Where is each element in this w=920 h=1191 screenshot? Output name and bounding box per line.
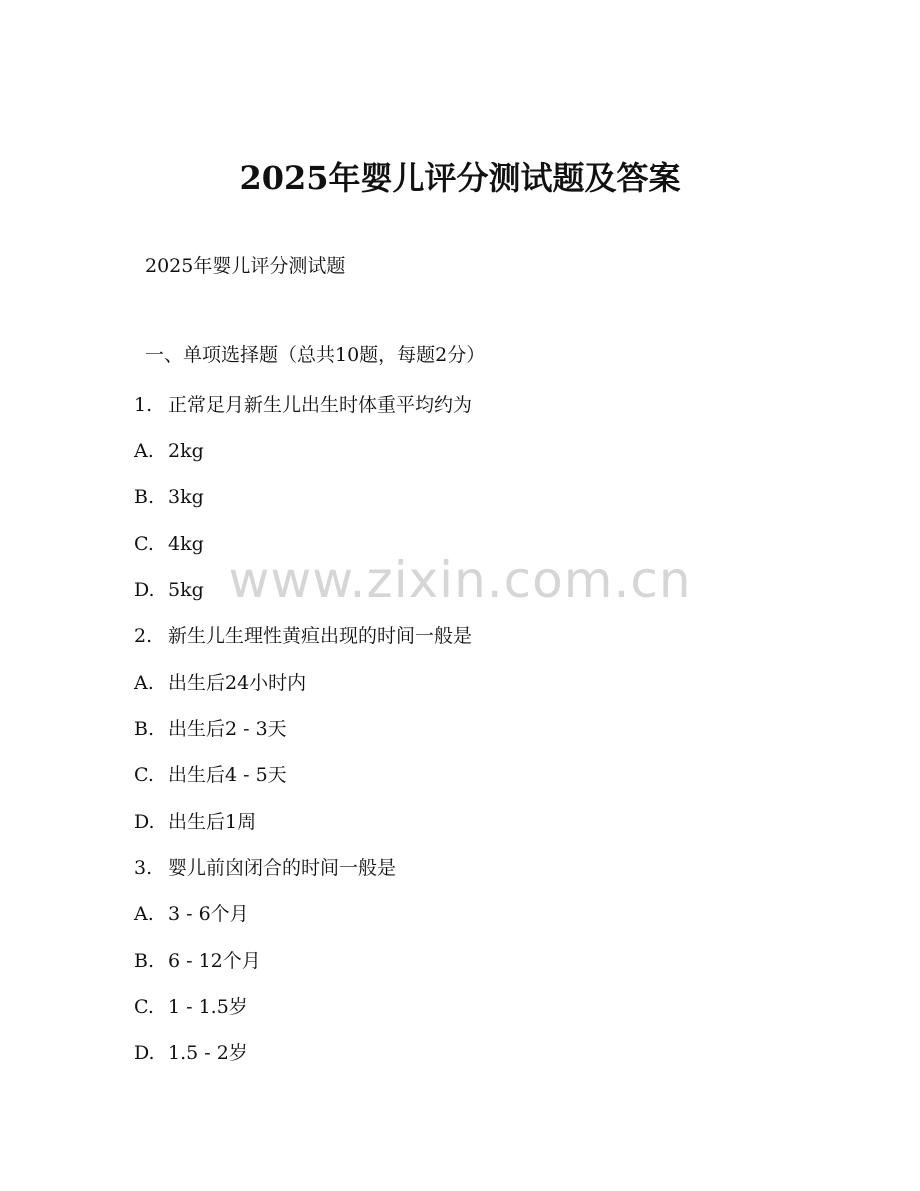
option-text: 1 - 1.5岁 bbox=[168, 996, 248, 1018]
document-subtitle: 2025年婴儿评分测试题 bbox=[145, 255, 346, 277]
question-1-option-a bbox=[134, 437, 204, 465]
question-number: 2. bbox=[134, 625, 153, 647]
question-text: 婴儿前囟闭合的时间一般是 bbox=[168, 857, 397, 879]
option-text: 5kg bbox=[168, 579, 204, 601]
question-2-option-d bbox=[134, 808, 256, 836]
question-1-option-d bbox=[134, 576, 204, 604]
question-3-option-b bbox=[134, 947, 261, 975]
option-text: 出生后2 - 3天 bbox=[168, 718, 287, 740]
option-text: 6 - 12个月 bbox=[168, 950, 261, 972]
question-2-option-a bbox=[134, 669, 306, 697]
option-letter: B. bbox=[134, 718, 155, 740]
question-number: 1. bbox=[134, 394, 153, 416]
option-text: 1.5 - 2岁 bbox=[168, 1042, 248, 1064]
question-3 bbox=[134, 854, 396, 882]
option-letter: D. bbox=[134, 1042, 155, 1064]
option-text: 3kg bbox=[168, 486, 204, 508]
question-3-option-a bbox=[134, 900, 249, 928]
question-1 bbox=[134, 391, 472, 419]
option-letter: C. bbox=[134, 533, 154, 555]
question-1-option-b bbox=[134, 483, 204, 511]
option-text: 2kg bbox=[168, 440, 204, 462]
question-number: 3. bbox=[134, 857, 153, 879]
question-2 bbox=[134, 622, 472, 650]
question-2-option-c bbox=[134, 761, 287, 789]
option-text: 出生后1周 bbox=[168, 811, 257, 833]
option-letter: D. bbox=[134, 811, 155, 833]
option-text: 出生后24小时内 bbox=[168, 672, 307, 694]
section-heading: 一、单项选择题（总共10题，每题2分） bbox=[145, 344, 486, 366]
question-3-option-c bbox=[134, 993, 248, 1021]
question-3-option-d bbox=[134, 1039, 248, 1067]
option-letter: A. bbox=[134, 672, 154, 694]
option-letter: A. bbox=[134, 440, 154, 462]
document-title: 2025年婴儿评分测试题及答案 bbox=[239, 159, 681, 197]
option-letter: C. bbox=[134, 764, 154, 786]
question-1-option-c bbox=[134, 530, 204, 558]
watermark: www.zixin.com.cn bbox=[228, 551, 692, 609]
option-letter: B. bbox=[134, 950, 155, 972]
question-text: 正常足月新生儿出生时体重平均约为 bbox=[168, 394, 473, 416]
option-letter: C. bbox=[134, 996, 154, 1018]
question-text: 新生儿生理性黄疸出现的时间一般是 bbox=[168, 625, 473, 647]
option-text: 出生后4 - 5天 bbox=[168, 764, 287, 786]
question-2-option-b bbox=[134, 715, 287, 743]
option-letter: A. bbox=[134, 903, 154, 925]
option-letter: B. bbox=[134, 486, 155, 508]
option-letter: D. bbox=[134, 579, 155, 601]
option-text: 4kg bbox=[168, 533, 204, 555]
option-text: 3 - 6个月 bbox=[168, 903, 249, 925]
